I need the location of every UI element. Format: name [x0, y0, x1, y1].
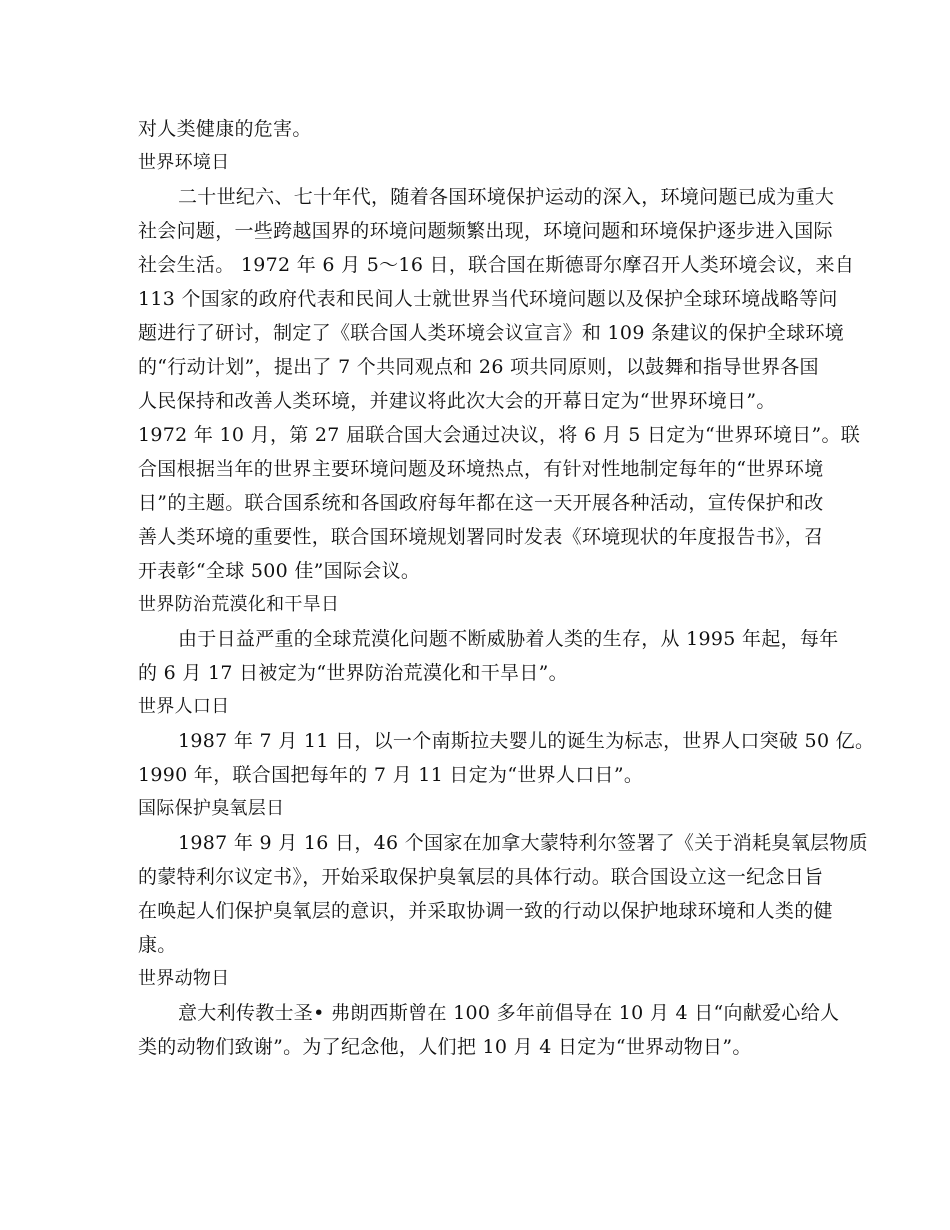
paragraph-line: 社会问题，一些跨越国界的环境问题频繁出现，环境问题和环境保护逐步进入国际 — [138, 220, 833, 242]
paragraph-line: 1987 年 9 月 16 日，46 个国家在加拿大蒙特利尔签署了《关于消耗臭氧层物质 — [178, 832, 868, 854]
paragraph-line: 开表彰“全球 500 佳”国际会议。 — [138, 560, 421, 582]
section-heading-environment-day: 世界环境日 — [138, 152, 230, 173]
paragraph-line: 意大利传教士圣• 弗朗西斯曾在 100 多年前倡导在 10 月 4 日“向献爱心给人 — [178, 1002, 840, 1024]
paragraph-line: 社会生活。 1972 年 6 月 5～16 日，联合国在斯德哥尔摩召开人类环境会议，来自 — [138, 254, 855, 276]
paragraph-line: 1987 年 7 月 11 日，以一个南斯拉夫婴儿的诞生为标志，世界人口突破 50 亿。 — [178, 730, 875, 752]
paragraph-line: 合国根据当年的世界主要环境问题及环境热点，有针对性地制定每年的“世界环境 — [138, 458, 824, 480]
section-heading-ozone-day: 国际保护臭氧层日 — [138, 798, 285, 819]
paragraph-line: 由于日益严重的全球荒漠化问题不断威胁着人类的生存，从 1995 年起，每年 — [178, 628, 839, 650]
section-heading-population-day: 世界人口日 — [138, 696, 230, 717]
paragraph-line: 113 个国家的政府代表和民间人士就世界当代环境问题以及保护全球环境战略等问 — [138, 288, 838, 310]
paragraph-line: 1990 年，联合国把每年的 7 月 11 日定为“世界人口日”。 — [138, 764, 644, 786]
paragraph-line: 人民保持和改善人类环境，并建议将此次大会的开幕日定为“世界环境日”。 — [138, 390, 776, 412]
paragraph-line: 康。 — [138, 934, 177, 956]
section-heading-animal-day: 世界动物日 — [138, 968, 230, 989]
paragraph-line: 在唤起人们保护臭氧层的意识，并采取协调一致的行动以保护地球环境和人类的健 — [138, 900, 833, 922]
paragraph-line: 日”的主题。联合国系统和各国政府每年都在这一天开展各种活动，宣传保护和改 — [138, 492, 824, 514]
paragraph-line: 题进行了研讨，制定了《联合国人类环境会议宣言》和 109 条建议的保护全球环境 — [138, 322, 845, 344]
intro-tail-line: 对人类健康的危害。 — [138, 118, 312, 140]
paragraph-line: 的蒙特利尔议定书》，开始采取保护臭氧层的具体行动。联合国设立这一纪念日旨 — [138, 866, 824, 888]
document-page — [138, 112, 875, 1064]
paragraph-line: 1972 年 10 月，第 27 届联合国大会通过决议，将 6 月 5 日定为“世界环境日”。联 — [138, 424, 861, 446]
paragraph-line: 类的动物们致谢”。为了纪念他，人们把 10 月 4 日定为“世界动物日”。 — [138, 1036, 752, 1058]
section-heading-desertification-day: 世界防治荒漠化和干旱日 — [138, 594, 340, 615]
paragraph-line: 的 6 月 17 日被定为“世界防治荒漠化和干旱日”。 — [138, 662, 568, 684]
paragraph-line: 善人类环境的重要性，联合国环境规划署同时发表《环境现状的年度报告书》，召 — [138, 526, 824, 548]
paragraph-line: 二十世纪六、七十年代，随着各国环境保护运动的深入，环境问题已成为重大 — [178, 186, 835, 208]
paragraph-line: 的“行动计划”，提出了 7 个共同观点和 26 项共同原则，以鼓舞和指导世界各国 — [138, 356, 819, 378]
